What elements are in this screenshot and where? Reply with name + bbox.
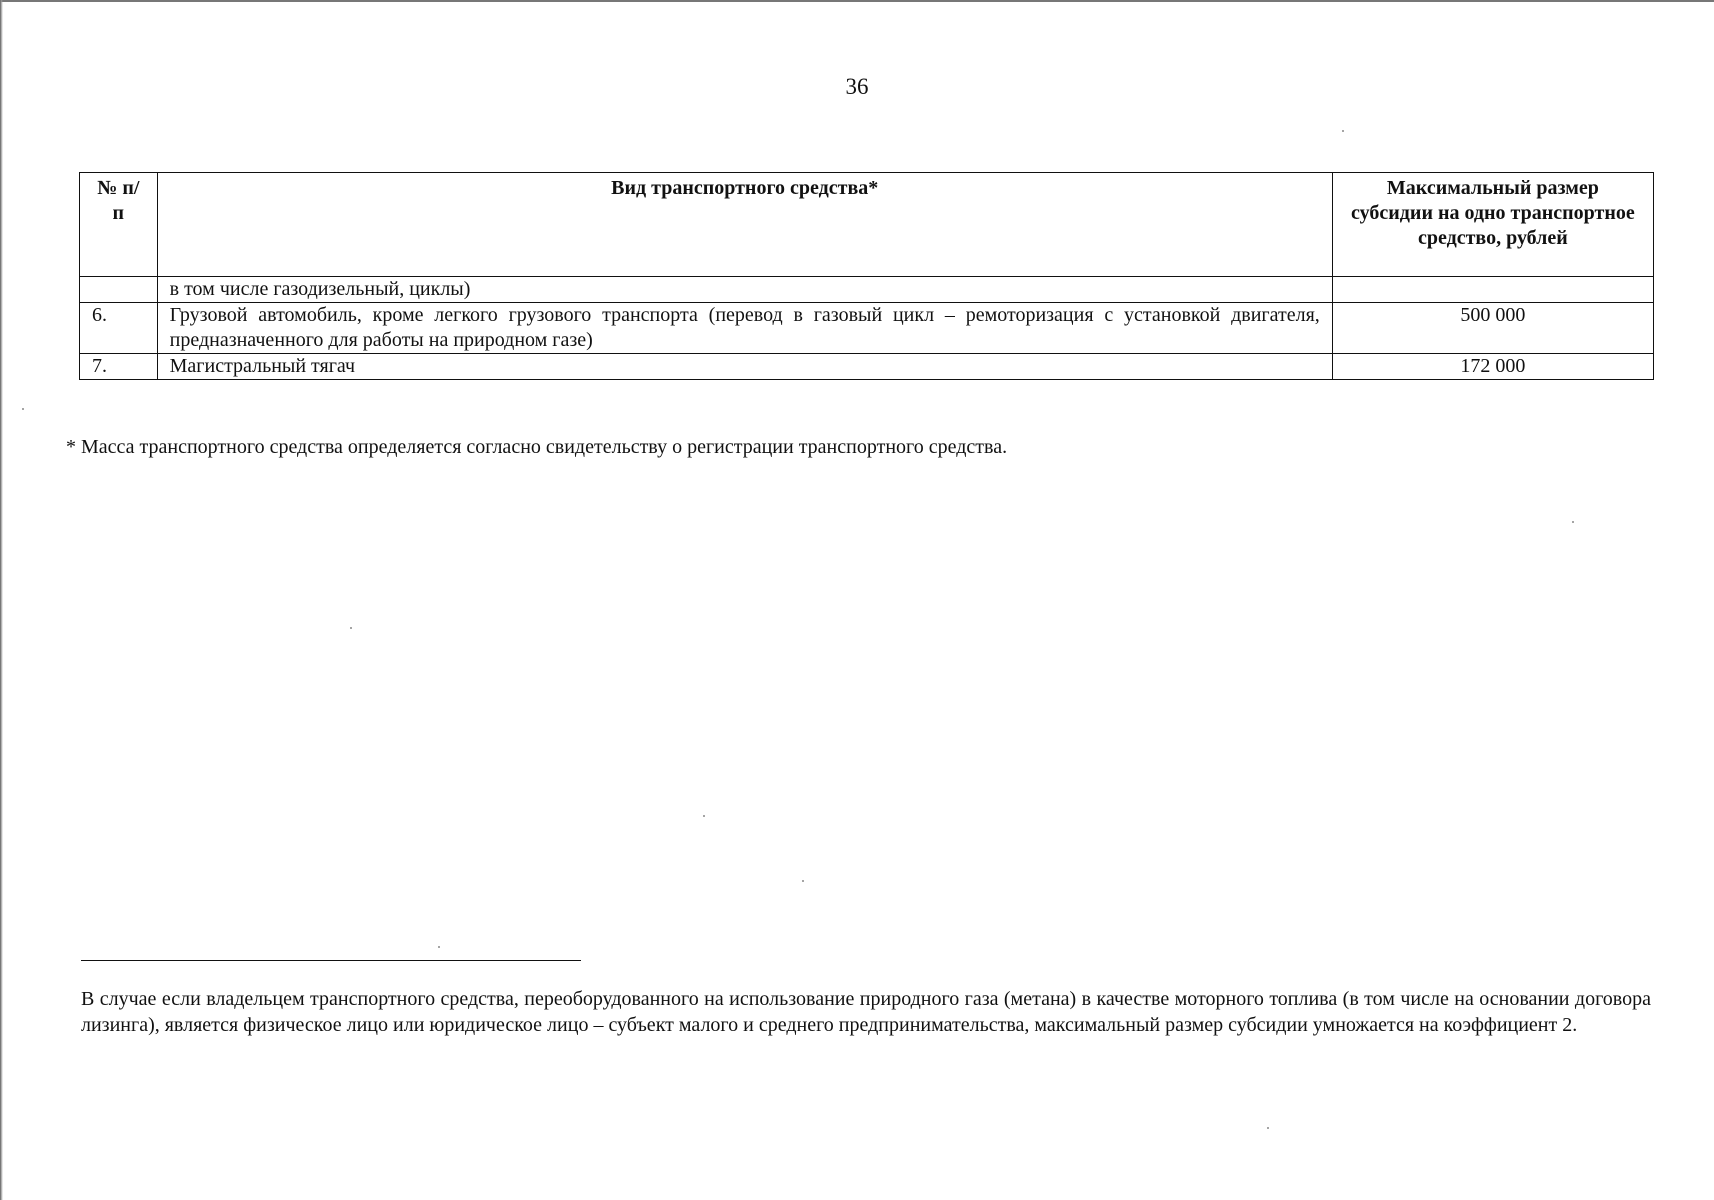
scan-speck bbox=[1572, 521, 1574, 523]
table-row bbox=[80, 303, 1654, 354]
row-number: 6. bbox=[80, 303, 158, 354]
row-vehicle-type: Грузовой автомобиль, кроме легкого грузового транспорта (перевод в газовый цикл – ремоторизация с установкой двигателя, предназначенного для работы на природном газе) bbox=[157, 303, 1332, 354]
table-row bbox=[80, 354, 1654, 380]
table-row bbox=[80, 277, 1654, 303]
scan-speck bbox=[1342, 130, 1344, 132]
row-number: 7. bbox=[80, 354, 158, 380]
scan-border-left bbox=[0, 0, 3, 1200]
row-max-subsidy bbox=[1332, 277, 1653, 303]
header-number: № п/п bbox=[80, 173, 158, 277]
scan-speck bbox=[22, 408, 24, 410]
row-max-subsidy: 500 000 bbox=[1332, 303, 1653, 354]
scan-speck bbox=[350, 627, 352, 629]
coefficient-note: В случае если владельцем транспортного средства, переоборудованного на использование природного газа (метана) в качестве моторного топлива (в том числе на основании договора лизинга), является физическое лицо или юридическое лицо – субъект малого и среднего предпринимательства, максимальный размер субсидии умножается на коэффициент 2. bbox=[81, 988, 1651, 1036]
header-max-subsidy: Максимальный размер субсидии на одно транспортное средство, рублей bbox=[1332, 173, 1653, 277]
scan-speck bbox=[438, 946, 440, 948]
scan-speck bbox=[703, 815, 705, 817]
scan-speck bbox=[1267, 1127, 1269, 1129]
mass-footnote: * Масса транспортного средства определяется согласно свидетельству о регистрации транспортного средства. bbox=[66, 436, 1008, 458]
scan-border-top bbox=[0, 0, 1714, 2]
scan-speck bbox=[802, 880, 804, 882]
row-number bbox=[80, 277, 158, 303]
header-vehicle-type: Вид транспортного средства* bbox=[157, 173, 1332, 277]
row-vehicle-type: в том числе газодизельный, циклы) bbox=[157, 277, 1332, 303]
footnote-divider bbox=[81, 960, 581, 961]
row-vehicle-type: Магистральный тягач bbox=[157, 354, 1332, 380]
table-header-row bbox=[80, 173, 1654, 277]
row-max-subsidy: 172 000 bbox=[1332, 354, 1653, 380]
page-number: 36 bbox=[845, 74, 869, 99]
subsidy-table bbox=[79, 172, 1654, 380]
